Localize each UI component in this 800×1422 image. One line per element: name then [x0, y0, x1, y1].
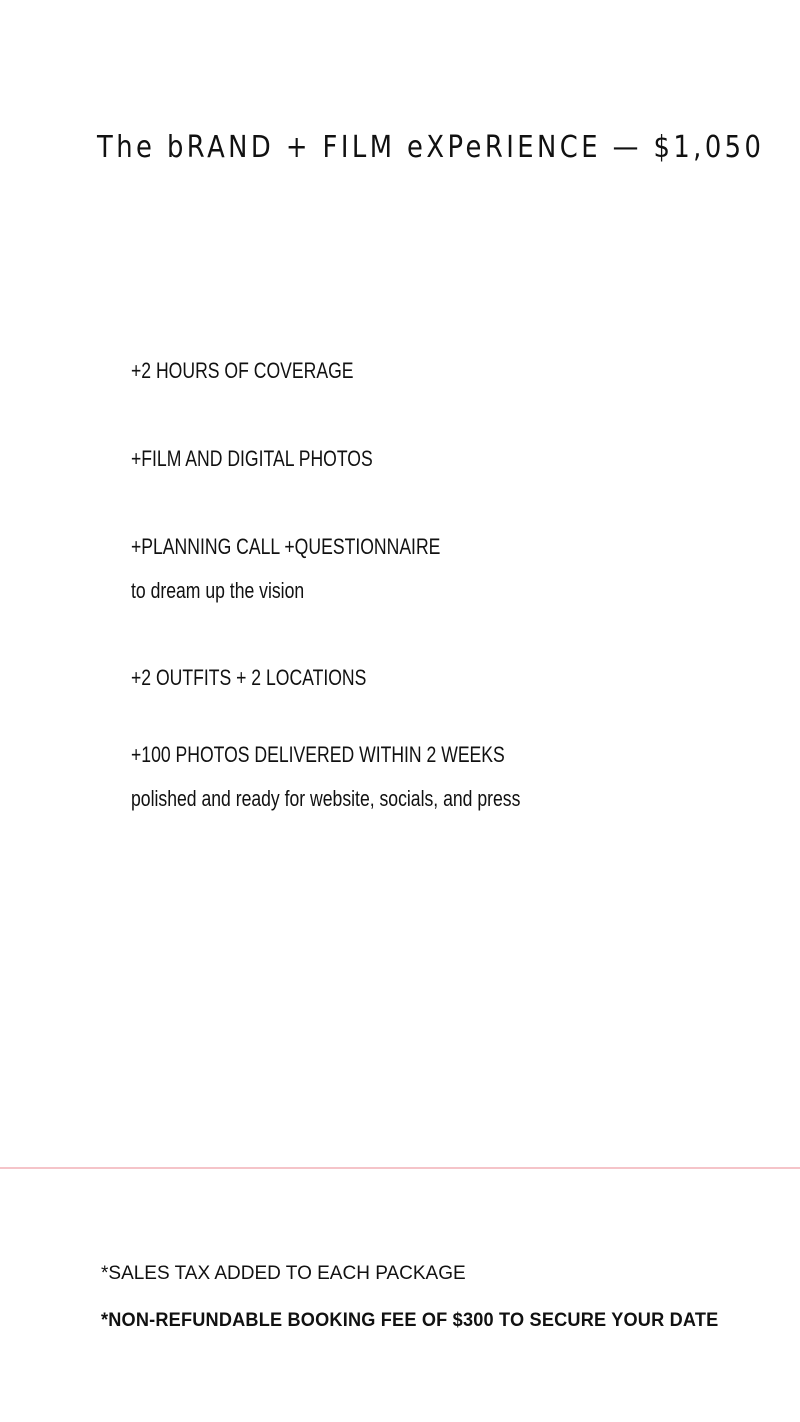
sales-tax-note: *SALES TAX ADDED TO EACH PACKAGE [101, 1263, 466, 1284]
feature-photo-delivery: +100 PHOTOS DELIVERED WITHIN 2 WEEKS [131, 742, 505, 767]
feature-coverage: +2 HOURS OF COVERAGE [131, 358, 354, 383]
feature-photo-delivery-detail: polished and ready for website, socials, and press [131, 786, 521, 811]
section-divider [0, 1167, 800, 1169]
feature-planning-call: +PLANNING CALL +QUESTIONNAIRE [131, 534, 441, 559]
page-title: The bRAND + FILM eXPeRIENCE — $1,050 [97, 130, 765, 165]
feature-outfits-locations: +2 OUTFITS + 2 LOCATIONS [131, 665, 367, 690]
feature-film-digital: +FILM AND DIGITAL PHOTOS [131, 446, 373, 471]
feature-planning-call-detail: to dream up the vision [131, 578, 305, 603]
booking-fee-note: *NON-REFUNDABLE BOOKING FEE OF $300 TO SECURE YOUR DATE [101, 1310, 719, 1331]
